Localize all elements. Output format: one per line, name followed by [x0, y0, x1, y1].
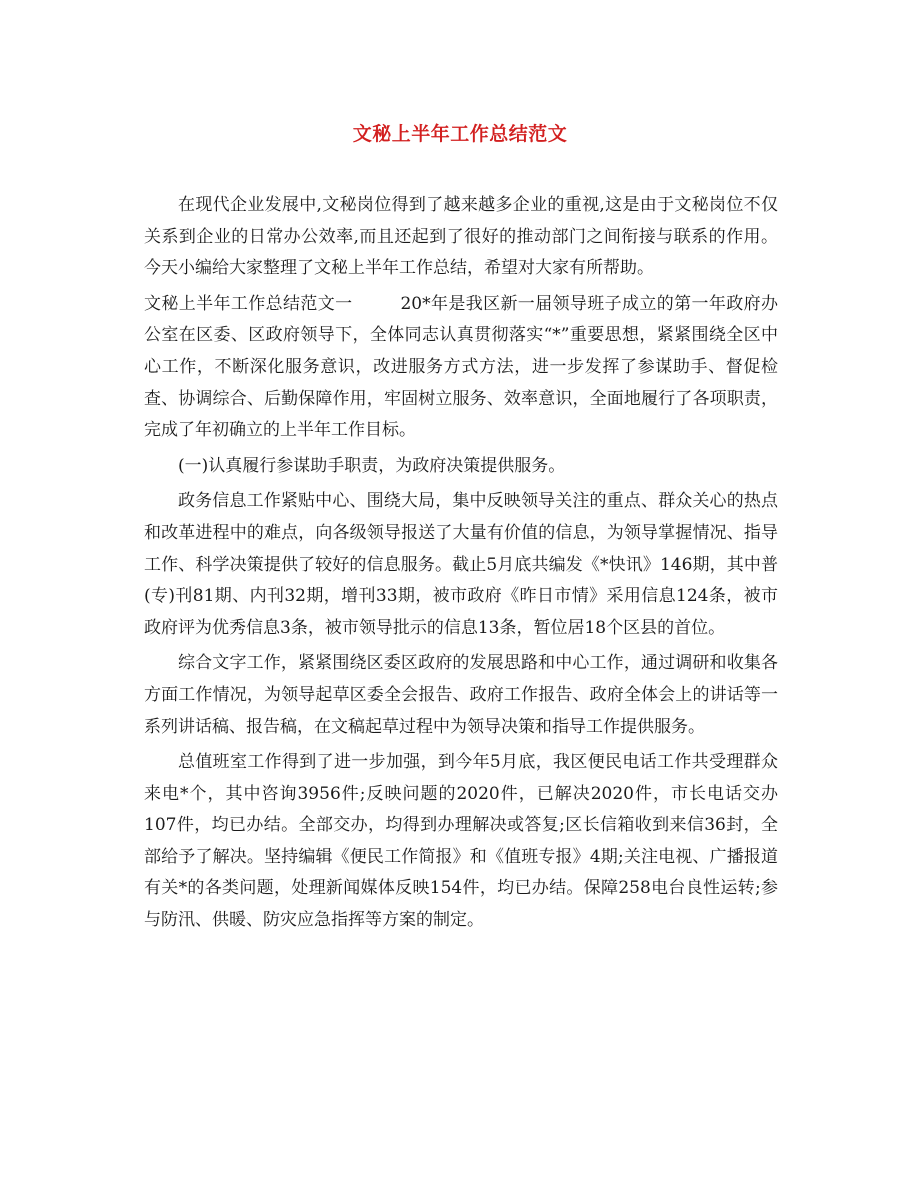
subheading: (一)认真履行参谋助手职责，为政府决策提供服务。 [178, 455, 566, 476]
document-body [144, 190, 778, 941]
info-paragraph: 政务信息工作紧贴中心、围绕大局，集中反映领导关注的重点、群众关心的热点和改革进程中的难点，向各级领导报送了大量有价值的信息，为领导掌握情况、指导工作、科学决策提供了较好的信息服务。截止5月底共编发《*快讯》146期，其中普(专)刊81期、内刊32期，增刊33期，被市政府《昨日市情》采用信息124条，被市政府评为优秀信息3条，被市领导批示的信息13条，暂位居18个区县的首位。 [144, 491, 778, 638]
section-heading: 文秘上半年工作总结范文一 [144, 293, 353, 314]
document-title: 文秘上半年工作总结范文 [352, 123, 568, 145]
section-paragraph [144, 289, 778, 447]
intro-paragraph: 在现代企业发展中,文秘岗位得到了越来越多企业的重视,这是由于文秘岗位不仅关系到企业的日常办公效率,而且还起到了很好的推动部门之间衔接与联系的作用。今天小编给大家整理了文秘上半年工作总结，希望对大家有所帮助。 [144, 195, 778, 279]
duty-paragraph: 总值班室工作得到了进一步加强，到今年5月底，我区便民电话工作共受理群众来电*个，其中咨询3956件;反映问题的2020件，已解决2020件，市长电话交办107件，均已办结。全部交办，均得到办理解决或答复;区长信箱收到来信36封，全部给予了解决。坚持编辑《便民工作简报》和《值班专报》4期;关注电视、广播报道有关*的各类问题，处理新闻媒体反映154件，均已办结。保障258电台良性运转;参与防汛、供暖、防灾应急指挥等方案的制定。 [144, 752, 778, 931]
writing-paragraph: 综合文字工作，紧紧围绕区委区政府的发展思路和中心工作，通过调研和收集各方面工作情况，为领导起草区委全会报告、政府工作报告、政府全体会上的讲话等一系列讲话稿、报告稿，在文稿起草过程中为领导决策和指导工作提供服务。 [144, 653, 778, 737]
section-text: 20*年是我区新一届领导班子成立的第一年政府办公室在区委、区政府领导下，全体同志认真贯彻落实“*”重要思想，紧紧围绕全区中心工作，不断深化服务意识，改进服务方式方法，进一步发挥了参谋助手、督促检查、协调综合、后勤保障作用，牢固树立服务、效率意识，全面地履行了各项职责，完成了年初确立的上半年工作目标。 [144, 293, 778, 441]
